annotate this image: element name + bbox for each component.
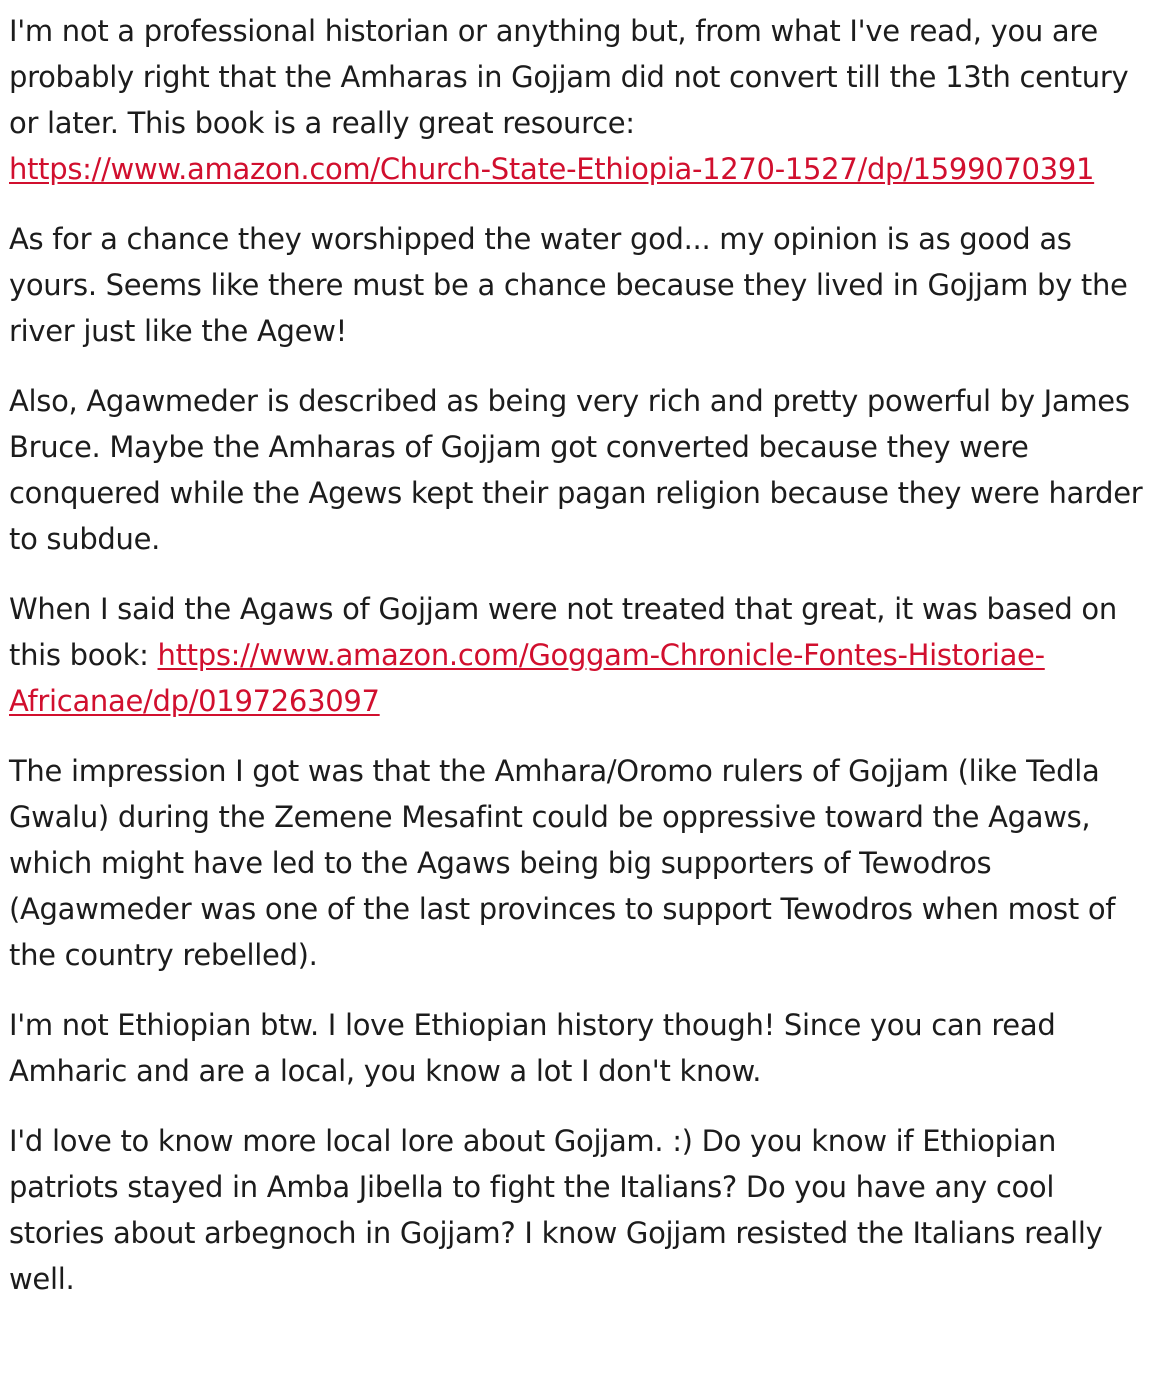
paragraph-1 [9, 8, 1150, 192]
paragraph-7: I'd love to know more local lore about Gojjam. :) Do you know if Ethiopian patriots stayed in Amba Jibella to fight the Italians? Do you have any cool stories about arbegnoch in Gojjam? I know Gojjam resisted the Italians really well. [9, 1124, 1103, 1296]
paragraph-4 [9, 586, 1150, 724]
paragraph-1-text: I'm not a professional historian or anything but, from what I've read, you are probably right that the Amharas in Gojjam did not convert till the 13th century or later. This book is a really great resource: [9, 14, 1129, 140]
paragraph-5: The impression I got was that the Amhara/Oromo rulers of Gojjam (like Tedla Gwalu) during the Zemene Mesafint could be oppressive toward the Agaws, which might have led to the Agaws being big supporters of Tewodros (Agawmeder was one of the last provinces to support Tewodros when most of the country rebelled). [9, 754, 1116, 972]
paragraph-2: As for a chance they worshipped the water god... my opinion is as good as yours. Seems like there must be a chance because they lived in Gojjam by the river just like the Agew! [9, 222, 1128, 348]
paragraph-4-text: When I said the Agaws of Gojjam were not treated that great, it was based on this book: [9, 592, 1117, 672]
goggam-chronicle-link[interactable]: https://www.amazon.com/Goggam-Chronicle-Fontes-Historiae-Africanae/dp/0197263097 [9, 638, 1045, 718]
paragraph-6: I'm not Ethiopian btw. I love Ethiopian history though! Since you can read Amharic and are a local, you know a lot I don't know. [9, 1008, 1056, 1088]
church-state-ethiopia-link[interactable]: https://www.amazon.com/Church-State-Ethiopia-1270-1527/dp/1599070391 [9, 152, 1095, 186]
paragraph-3: Also, Agawmeder is described as being very rich and pretty powerful by James Bruce. Maybe the Amharas of Gojjam got converted because they were conquered while the Agews kept their pagan religion because they were harder to subdue. [9, 384, 1143, 556]
